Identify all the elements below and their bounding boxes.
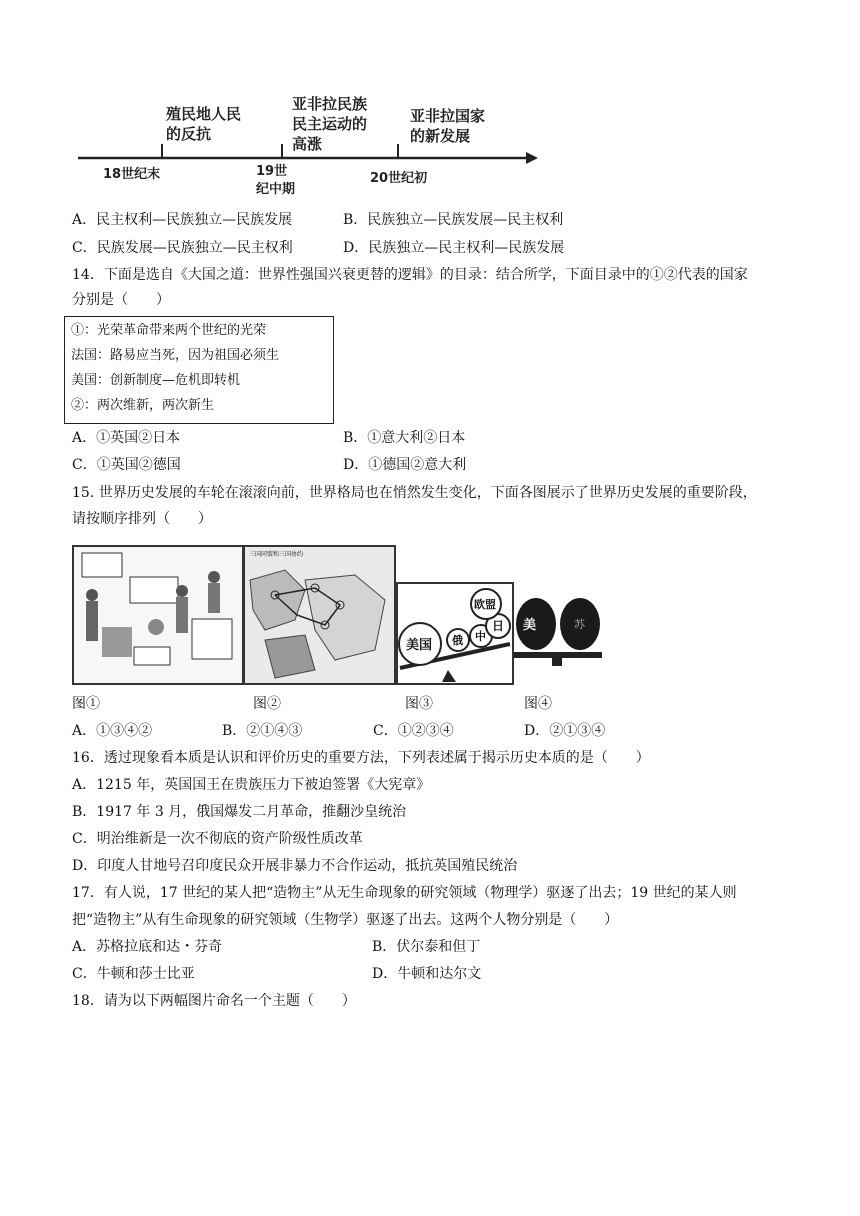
- q14-option-d[interactable]: D．①德国②意大利: [343, 457, 467, 473]
- q14-contents-box: [64, 316, 334, 424]
- q17-option-c[interactable]: C．牛顿和莎士比亚: [72, 966, 195, 982]
- q14-box-line-2: 法国：路易应当死，因为祖国必须生: [71, 348, 280, 363]
- label-eu: 欧盟: [474, 598, 496, 611]
- timeline-stage-3-text: 亚非拉国家 的新发展: [410, 107, 486, 145]
- figure-label-1: 图①: [72, 696, 100, 712]
- q16-option-a[interactable]: A．1215 年，英国国王在贵族压力下被迫签署《大宪章》: [72, 777, 431, 793]
- timeline-tick-label-3: 20世纪初: [370, 171, 428, 186]
- q14-stem-line1: 14．下面是选自《大国之道：世界性强国兴衰更替的逻辑》的目录：结合所学，下面目录中的①②代表的国家: [72, 267, 748, 283]
- label-russia: 俄: [452, 634, 463, 647]
- q18-stem: 18．请为以下两幅图片命名一个主题（ ）: [72, 993, 356, 1009]
- figure-body-1: [86, 601, 98, 641]
- figure-head-1: [86, 589, 98, 601]
- figure-label-4: 图④: [524, 696, 552, 712]
- q17-option-b[interactable]: B．伏尔泰和但丁: [372, 939, 481, 955]
- q15-option-c[interactable]: C．①②③④: [373, 723, 454, 739]
- speech-bubble-1: [82, 553, 122, 577]
- figure-body-2: [176, 597, 188, 633]
- q13-option-b[interactable]: B．民族独立—民族发展—民主权利: [343, 212, 564, 228]
- speech-bubble-2: [130, 577, 178, 603]
- q14-option-b[interactable]: B．①意大利②日本: [343, 430, 466, 446]
- map-region-south: [265, 635, 315, 678]
- timeline-stage-2-text: 亚非拉民族 民主运动的 高涨: [292, 95, 368, 153]
- map-region-west: [250, 570, 305, 630]
- q13-option-c[interactable]: C．民族发展—民族独立—民主权利: [72, 240, 293, 256]
- q14-box-line-3: 美国：创新制度—危机即转机: [71, 373, 241, 388]
- cartoon-illustration: [74, 547, 242, 683]
- label-usa: 美国: [406, 638, 433, 653]
- q15-figure-1: [72, 545, 244, 685]
- timeline-stage-1: [166, 104, 241, 144]
- seesaw-fulcrum: [442, 670, 456, 682]
- label-usa-white: 美: [523, 618, 537, 633]
- q16-option-c[interactable]: C．明治维新是一次不彻底的资产阶级性质改革: [72, 831, 363, 847]
- label-japan: 日: [492, 619, 505, 633]
- timeline-tick-label-1: 18世纪末: [103, 167, 161, 182]
- timeline-stage-1-text: 殖民地人民 的反抗: [166, 105, 242, 143]
- balance-base: [552, 658, 562, 666]
- q14-box-line-4: ②：两次维新，两次新生: [71, 398, 215, 413]
- q17-option-d[interactable]: D．牛顿和达尔文: [372, 966, 482, 982]
- q15-stem-line2: 请按顺序排列（ ）: [72, 511, 212, 527]
- q15-figure-3: [396, 582, 514, 685]
- q14-option-c[interactable]: C．①英国②德国: [72, 457, 181, 473]
- q14-stem-line2: 分别是（ ）: [72, 292, 170, 308]
- q16-option-d[interactable]: D．印度人甘地号召印度民众开展非暴力不合作运动，抵抗英国殖民统治: [72, 858, 518, 874]
- figure-head-3: [208, 571, 220, 583]
- q15-figure-2: [243, 545, 396, 685]
- q16-option-b[interactable]: B．1917 年 3 月，俄国爆发二月革命，推翻沙皇统治: [72, 804, 407, 820]
- speech-bubble-3: [192, 619, 232, 659]
- label-ussr: 苏: [574, 618, 585, 631]
- map-region-east: [305, 575, 385, 660]
- desk: [102, 627, 132, 657]
- figure-label-2: 图②: [253, 696, 281, 712]
- q15-option-b[interactable]: B．②①④③: [222, 723, 303, 739]
- map-title: 三国同盟和三国协约: [249, 551, 304, 558]
- figure-body-3: [208, 583, 220, 613]
- q13-option-d[interactable]: D．民族独立—民主权利—民族发展: [343, 240, 565, 256]
- q15-option-a[interactable]: A．①③④②: [72, 723, 153, 739]
- q17-stem-line1: 17．有人说，17 世纪的某人把“造物主”从无生命现象的研究领域（物理学）驱逐了出去；19 世纪的某人则: [72, 885, 737, 901]
- timeline-arrow-head: [526, 152, 538, 164]
- q15-figure-4: [512, 596, 604, 668]
- figure-head-2: [176, 585, 188, 597]
- figure-label-3: 图③: [405, 696, 433, 712]
- q15-stem-line1: 15. 世界历史发展的车轮在滚滚向前，世界格局也在悄然发生变化，下面各图展示了世界历史发展的重要阶段，: [72, 485, 757, 501]
- q14-box-line-1: ①：光荣革命带来两个世纪的光荣: [71, 323, 267, 338]
- q14-option-a[interactable]: A．①英国②日本: [72, 430, 181, 446]
- q15-option-d[interactable]: D．②①③④: [524, 723, 606, 739]
- money-bag: [148, 619, 164, 635]
- europe-map-illustration: [245, 560, 394, 685]
- q17-stem-line2: 把“造物主”从有生命现象的研究领域（生物学）驱逐了出去。这两个人物分别是（ ）: [72, 912, 619, 928]
- balance-beam: [514, 652, 602, 658]
- q17-option-a[interactable]: A．苏格拉底和达・芬奇: [72, 939, 223, 955]
- q13-option-a[interactable]: A．民主权利—民族独立—民族发展: [72, 212, 293, 228]
- speech-bubble-4: [134, 647, 170, 665]
- timeline-tick-label-2: 19世 纪中期: [256, 164, 296, 197]
- label-china: 中: [475, 630, 486, 643]
- q16-stem: 16．透过现象看本质是认识和评价历史的重要方法，下列表述属于揭示历史本质的是（ ）: [72, 750, 650, 766]
